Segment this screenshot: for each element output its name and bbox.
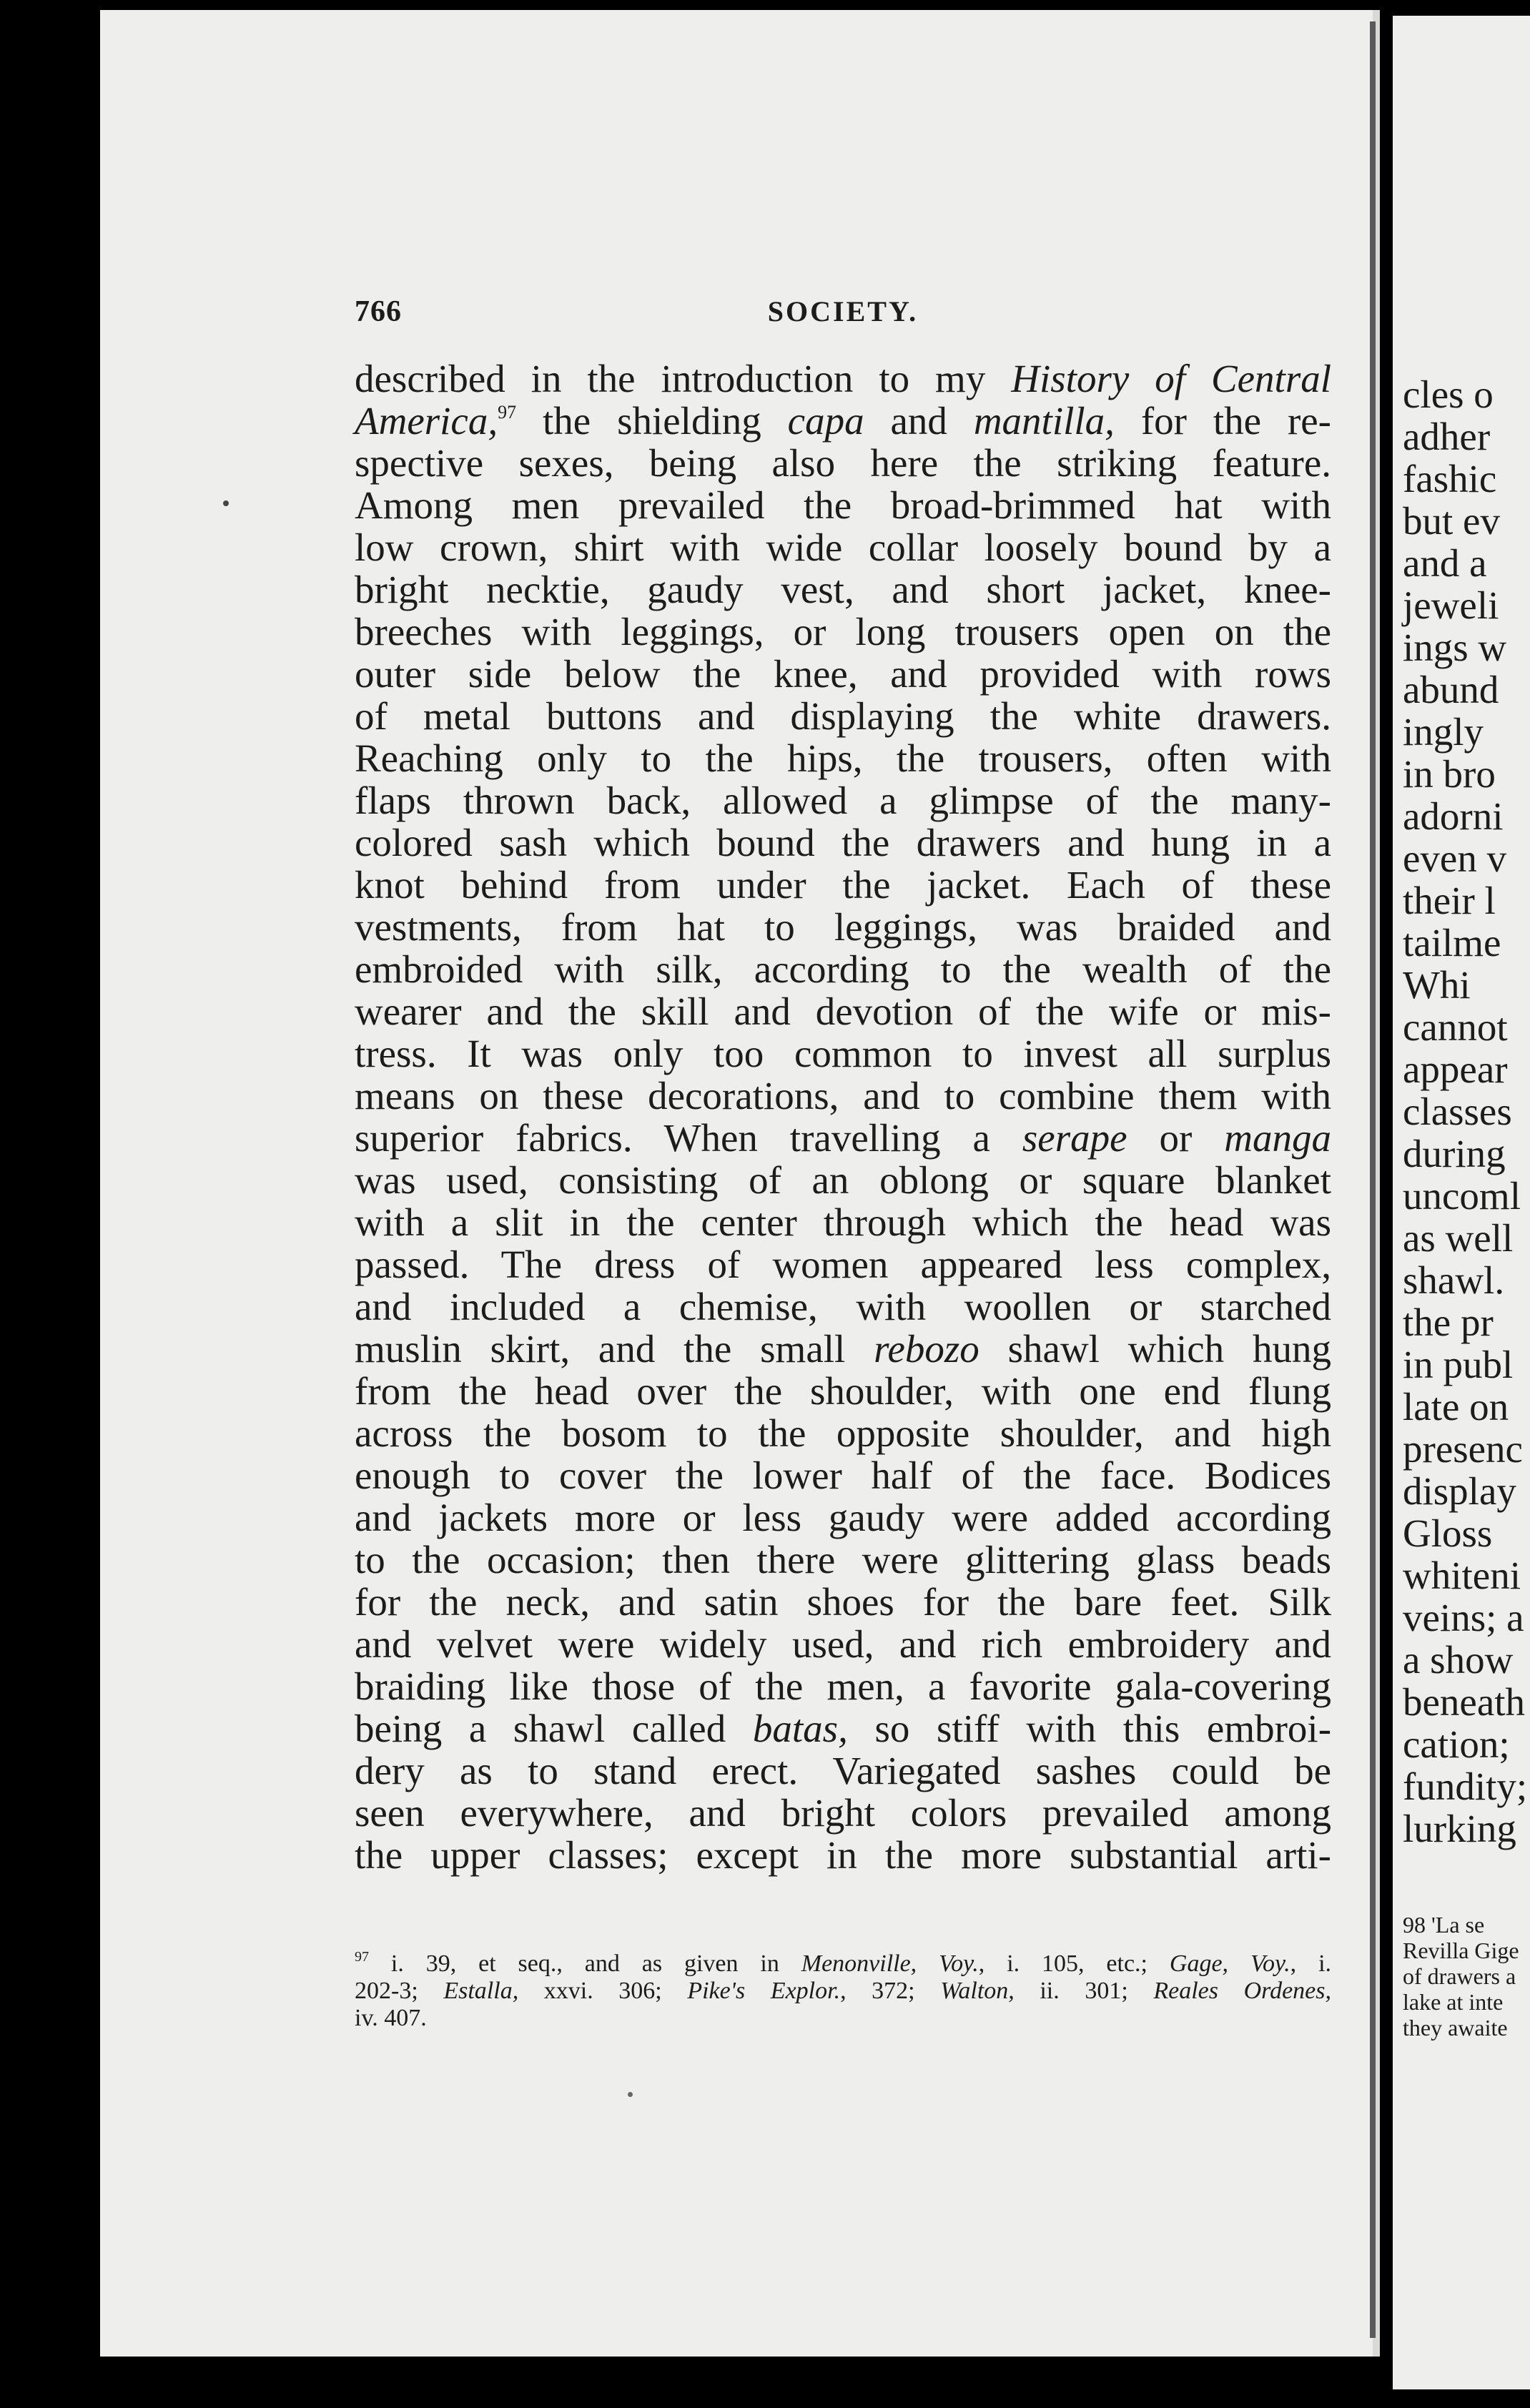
text-line: described in the introduction to my History of Central: [355, 357, 1332, 400]
footnote: [355, 1950, 1331, 2032]
adjacent-footnote-line: Revilla Gige: [1403, 1938, 1519, 1963]
text-line: dery as to stand erect. Variegated sashes could be: [355, 1749, 1331, 1792]
footnote-reference: 97: [498, 402, 517, 423]
adjacent-text-line: uncoml: [1403, 1174, 1521, 1218]
text-line: vestments, from hat to leggings, was braided and: [355, 905, 1331, 949]
adjacent-text-line: late on: [1403, 1385, 1509, 1428]
page-number: 766: [355, 295, 402, 328]
text-line: from the head over the shoulder, with one end flung: [355, 1369, 1331, 1413]
body-text: [355, 357, 1331, 1876]
adjacent-text-line: as well: [1403, 1216, 1514, 1260]
text-line: spective sexes, being also here the striking feature.: [355, 441, 1331, 485]
adjacent-text-line: appear: [1403, 1047, 1508, 1091]
adjacent-text-line: but ev: [1403, 499, 1500, 543]
text-line: seen everywhere, and bright colors prevailed among: [355, 1791, 1331, 1835]
text-line: to the occasion; then there were glittering glass beads: [355, 1538, 1331, 1582]
text-line: means on these decorations, and to combine them with: [355, 1074, 1331, 1117]
adjacent-text-line: even v: [1403, 837, 1507, 880]
running-head: [355, 295, 1331, 337]
text-line: with a slit in the center through which the head was: [355, 1200, 1331, 1244]
text-line: wearer and the skill and devotion of the wife or mis-: [355, 990, 1331, 1033]
adjacent-text-line: ings w: [1403, 626, 1507, 669]
text-line: knot behind from under the jacket. Each of these: [355, 863, 1331, 907]
adjacent-text-line: the pr: [1403, 1301, 1494, 1344]
adjacent-footnote-line: 98 'La se: [1403, 1912, 1485, 1938]
text-line: Among men prevailed the broad-brimmed hat with: [355, 483, 1331, 527]
footnote-number: 97: [355, 1949, 369, 1965]
text-line: bright necktie, gaudy vest, and short jacket, knee-: [355, 568, 1331, 611]
text-line: was used, consisting of an oblong or square blanket: [355, 1158, 1331, 1202]
adjacent-text-line: adorni: [1403, 794, 1504, 838]
adjacent-footnote-line: lake at inte: [1403, 1989, 1504, 2015]
text-line: superior fabrics. When travelling a serape or manga: [355, 1116, 1331, 1160]
text-line: the upper classes; except in the more substantial arti-: [355, 1833, 1331, 1877]
adjacent-text-line: in publ: [1403, 1343, 1514, 1386]
text-line: passed. The dress of women appeared less complex,: [355, 1243, 1331, 1286]
text-line: enough to cover the lower half of the face. Bodices: [355, 1454, 1331, 1497]
footnote-line: $^{97}$ i. 39, et seq., and as given in Menonville, Voy., i. 105, etc.; Gage, Voy., i.: [355, 1949, 1332, 1977]
text-line: Reaching only to the hips, the trousers, often with: [355, 736, 1331, 780]
adjacent-footnote-line: they awaite: [1403, 2015, 1508, 2041]
adjacent-text-line: abund: [1403, 668, 1499, 711]
adjacent-page-footnote: [1403, 1912, 1530, 2041]
adjacent-text-line: presenc: [1403, 1427, 1523, 1471]
adjacent-page: [1393, 16, 1530, 2389]
adjacent-text-line: cannot: [1403, 1005, 1508, 1049]
text-line: across the bosom to the opposite shoulder, and high: [355, 1411, 1331, 1455]
page-speck: [628, 2092, 633, 2097]
text-line: outer side below the knee, and provided with rows: [355, 652, 1331, 696]
adjacent-footnote-line: of drawers a: [1403, 1963, 1516, 1989]
text-line: being a shawl called batas, so stiff with this embroi-: [355, 1707, 1332, 1750]
adjacent-text-line: shawl.: [1403, 1258, 1505, 1302]
text-line: embroided with silk, according to the wealth of the: [355, 947, 1331, 991]
adjacent-text-line: jeweli: [1403, 583, 1499, 627]
adjacent-text-line: beneath: [1403, 1680, 1526, 1724]
page-speck: [223, 500, 229, 506]
adjacent-text-line: lurking: [1403, 1807, 1516, 1850]
adjacent-page-text: [1403, 373, 1530, 1850]
text-line: and included a chemise, with woollen or starched: [355, 1285, 1331, 1328]
text-line: breeches with leggings, or long trousers open on the: [355, 610, 1331, 653]
adjacent-text-line: cation;: [1403, 1722, 1510, 1766]
adjacent-text-line: adher: [1403, 415, 1491, 458]
running-title: SOCIETY.: [767, 295, 919, 327]
adjacent-text-line: Whi: [1403, 963, 1471, 1007]
adjacent-text-line: cles o: [1403, 372, 1494, 416]
text-line: of metal buttons and displaying the white drawers.: [355, 694, 1331, 738]
adjacent-text-line: their l: [1403, 879, 1496, 922]
adjacent-text-line: a show: [1403, 1638, 1514, 1682]
adjacent-text-line: veins; a: [1403, 1596, 1524, 1639]
footnote-line: 202-3; Estalla, xxvi. 306; Pike's Explor., 372; Walton, ii. 301; Reales Ordenes,: [355, 1978, 1331, 2004]
text-line: America,$^{97}$ the shielding capa and mantilla, for the re-: [355, 399, 1331, 443]
text-line: and velvet were widely used, and rich embroidery and: [355, 1622, 1331, 1666]
adjacent-text-line: in bro: [1403, 752, 1496, 796]
text-line: muslin skirt, and the small rebozo shawl which hung: [355, 1327, 1331, 1371]
text-line: tress. It was only too common to invest all surplus: [355, 1032, 1331, 1075]
text-line: and jackets more or less gaudy were added according: [355, 1496, 1331, 1539]
text-line: colored sash which bound the drawers and hung in a: [355, 821, 1331, 864]
text-line: braiding like those of the men, a favorite gala-covering: [355, 1664, 1331, 1708]
text-line: flaps thrown back, allowed a glimpse of the many-: [355, 779, 1331, 822]
adjacent-text-line: fundity;: [1403, 1765, 1528, 1808]
page-gutter: [1370, 21, 1376, 2338]
adjacent-text-line: tailme: [1403, 921, 1501, 964]
adjacent-text-line: ingly: [1403, 710, 1484, 754]
adjacent-text-line: classes: [1403, 1090, 1512, 1133]
adjacent-text-line: during: [1403, 1132, 1506, 1175]
footnote-line: iv. 407.: [355, 2005, 427, 2031]
adjacent-text-line: display: [1403, 1469, 1516, 1513]
adjacent-text-line: and a: [1403, 541, 1487, 585]
adjacent-text-line: fashic: [1403, 457, 1497, 500]
adjacent-text-line: Gloss: [1403, 1511, 1493, 1555]
text-line: low crown, shirt with wide collar loosely bound by a: [355, 525, 1331, 569]
adjacent-text-line: whiteni: [1403, 1554, 1521, 1597]
text-line: for the neck, and satin shoes for the bare feet. Silk: [355, 1580, 1331, 1624]
